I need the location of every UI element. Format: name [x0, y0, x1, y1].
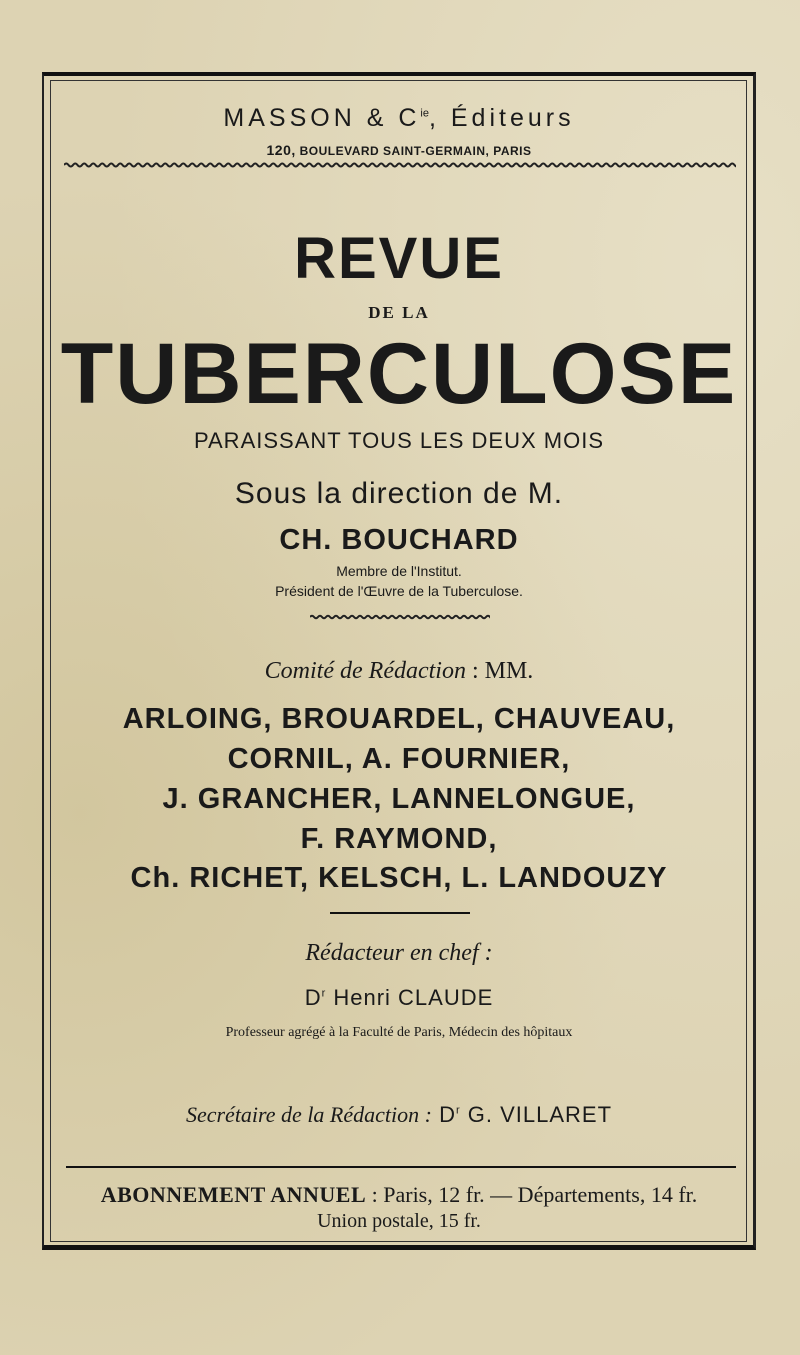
publisher-name: MASSON & $C^{ie}$, Éditeurs: [223, 104, 575, 132]
director-role-1: Membre de l'Institut.: [336, 563, 462, 579]
journal-revue: REVUE: [294, 226, 504, 291]
director-name: CH. BOUCHARD: [279, 524, 519, 556]
publisher-address: 120, BOULEVARD SAINT-GERMAIN, PARIS: [266, 142, 532, 158]
short-rule: [330, 912, 470, 914]
secretary-line: Secrétaire de la Rédaction : $D^r$ G. VILLARET: [185, 1102, 613, 1127]
editor-label: Rédacteur en chef :: [305, 940, 493, 966]
wavy-divider-top: [64, 160, 736, 170]
editor-title: Professeur agrégé à la Faculté de Paris, Médecin des hôpitaux: [225, 1025, 573, 1040]
long-rule: [66, 1166, 736, 1168]
direction-label: Sous la direction de M.: [234, 477, 564, 510]
subscription-line-1: ABONNEMENT ANNUEL : Paris, 12 fr. — Départements, 14 fr.: [100, 1182, 698, 1207]
committee-line-4: F. RAYMOND,: [300, 823, 498, 855]
wavy-divider-middle: [310, 613, 490, 621]
committee-line-1: ARLOING, BROUARDEL, CHAUVEAU,: [122, 703, 676, 735]
journal-periodicity: PARAISSANT TOUS LES DEUX MOIS: [193, 428, 605, 453]
subscription-line-2: Union postale, 15 fr.: [317, 1210, 481, 1232]
committee-line-2: CORNIL, A. FOURNIER,: [227, 743, 571, 775]
journal-title: TUBERCULOSE: [60, 326, 738, 422]
journal-de-la: DE LA: [368, 303, 430, 322]
editor-name: $D^r$ Henri CLAUDE: [304, 985, 494, 1010]
committee-line-5: Ch. RICHET, KELSCH, L. LANDOUZY: [130, 862, 668, 894]
committee-heading: Comité de Rédaction : MM.: [264, 658, 534, 684]
director-role-2: Président de l'Œuvre de la Tuberculose.: [275, 583, 523, 599]
committee-line-3: J. GRANCHER, LANNELONGUE,: [162, 783, 636, 815]
